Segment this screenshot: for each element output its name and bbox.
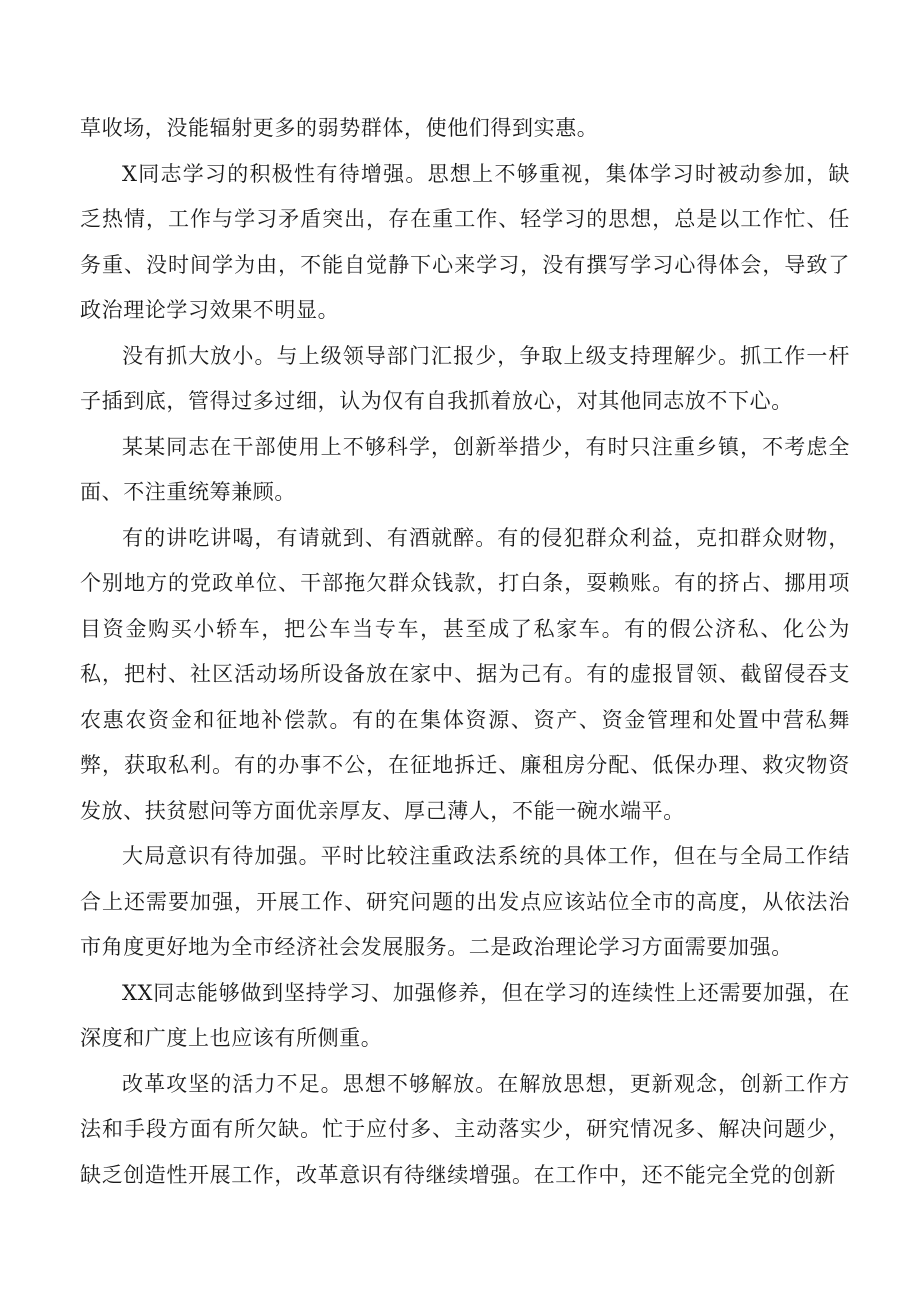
paragraph-1: 草收场，没能辐射更多的弱势群体，使他们得到实惠。: [80, 116, 599, 140]
paragraph-8: 改革攻坚的活力不足。思想不够解放。在解放思想，更新观念，创新工作方法和手段方面有所欠缺。忙于应付多、主动落实少，研究情况多、解决问题少，缺乏创造性开展工作，改革意识有待继续增强。在工作中，还不能完全党的创新: [80, 1071, 850, 1187]
document-body: [80, 106, 850, 1198]
paragraph-7: XX同志能够做到坚持学习、加强修养，但在学习的连续性上还需要加强，在深度和广度上也应该有所侧重。: [80, 980, 850, 1050]
paragraph-3: 没有抓大放小。与上级领导部门汇报少，争取上级支持理解少。抓工作一杆子插到底，管得过多过细，认为仅有自我抓着放心，对其他同志放不下心。: [80, 343, 850, 413]
paragraph-5: 有的讲吃讲喝，有请就到、有酒就醉。有的侵犯群众利益，克扣群众财物，个别地方的党政单位、干部拖欠群众钱款，打白条，耍赖账。有的挤占、挪用项目资金购买小轿车，把公车当专车，甚至成了私家车。有的假公济私、化公为私，把村、社区活动场所设备放在家中、据为己有。有的虚报冒领、截留侵吞支农惠农资金和征地补偿款。有的在集体资源、资产、资金管理和处置中营私舞弊，获取私利。有的办事不公，在征地拆迁、廉租房分配、低保办理、救灾物资发放、扶贫慰问等方面优亲厚友、厚己薄人，不能一碗水端平。: [80, 525, 850, 823]
paragraph-2: X同志学习的积极性有待增强。思想上不够重视，集体学习时被动参加，缺乏热情，工作与学习矛盾突出，存在重工作、轻学习的思想，总是以工作忙、任务重、没时间学为由，不能自觉静下心来学习，没有撰写学习心得体会，导致了政治理论学习效果不明显。: [80, 161, 850, 322]
paragraph-6: 大局意识有待加强。平时比较注重政法系统的具体工作，但在与全局工作结合上还需要加强，开展工作、研究问题的出发点应该站位全市的高度，从依法治市角度更好地为全市经济社会发展服务。二是政治理论学习方面需要加强。: [80, 844, 850, 959]
paragraph-4: 某某同志在干部使用上不够科学，创新举措少，有时只注重乡镇，不考虑全面、不注重统筹兼顾。: [80, 434, 850, 504]
